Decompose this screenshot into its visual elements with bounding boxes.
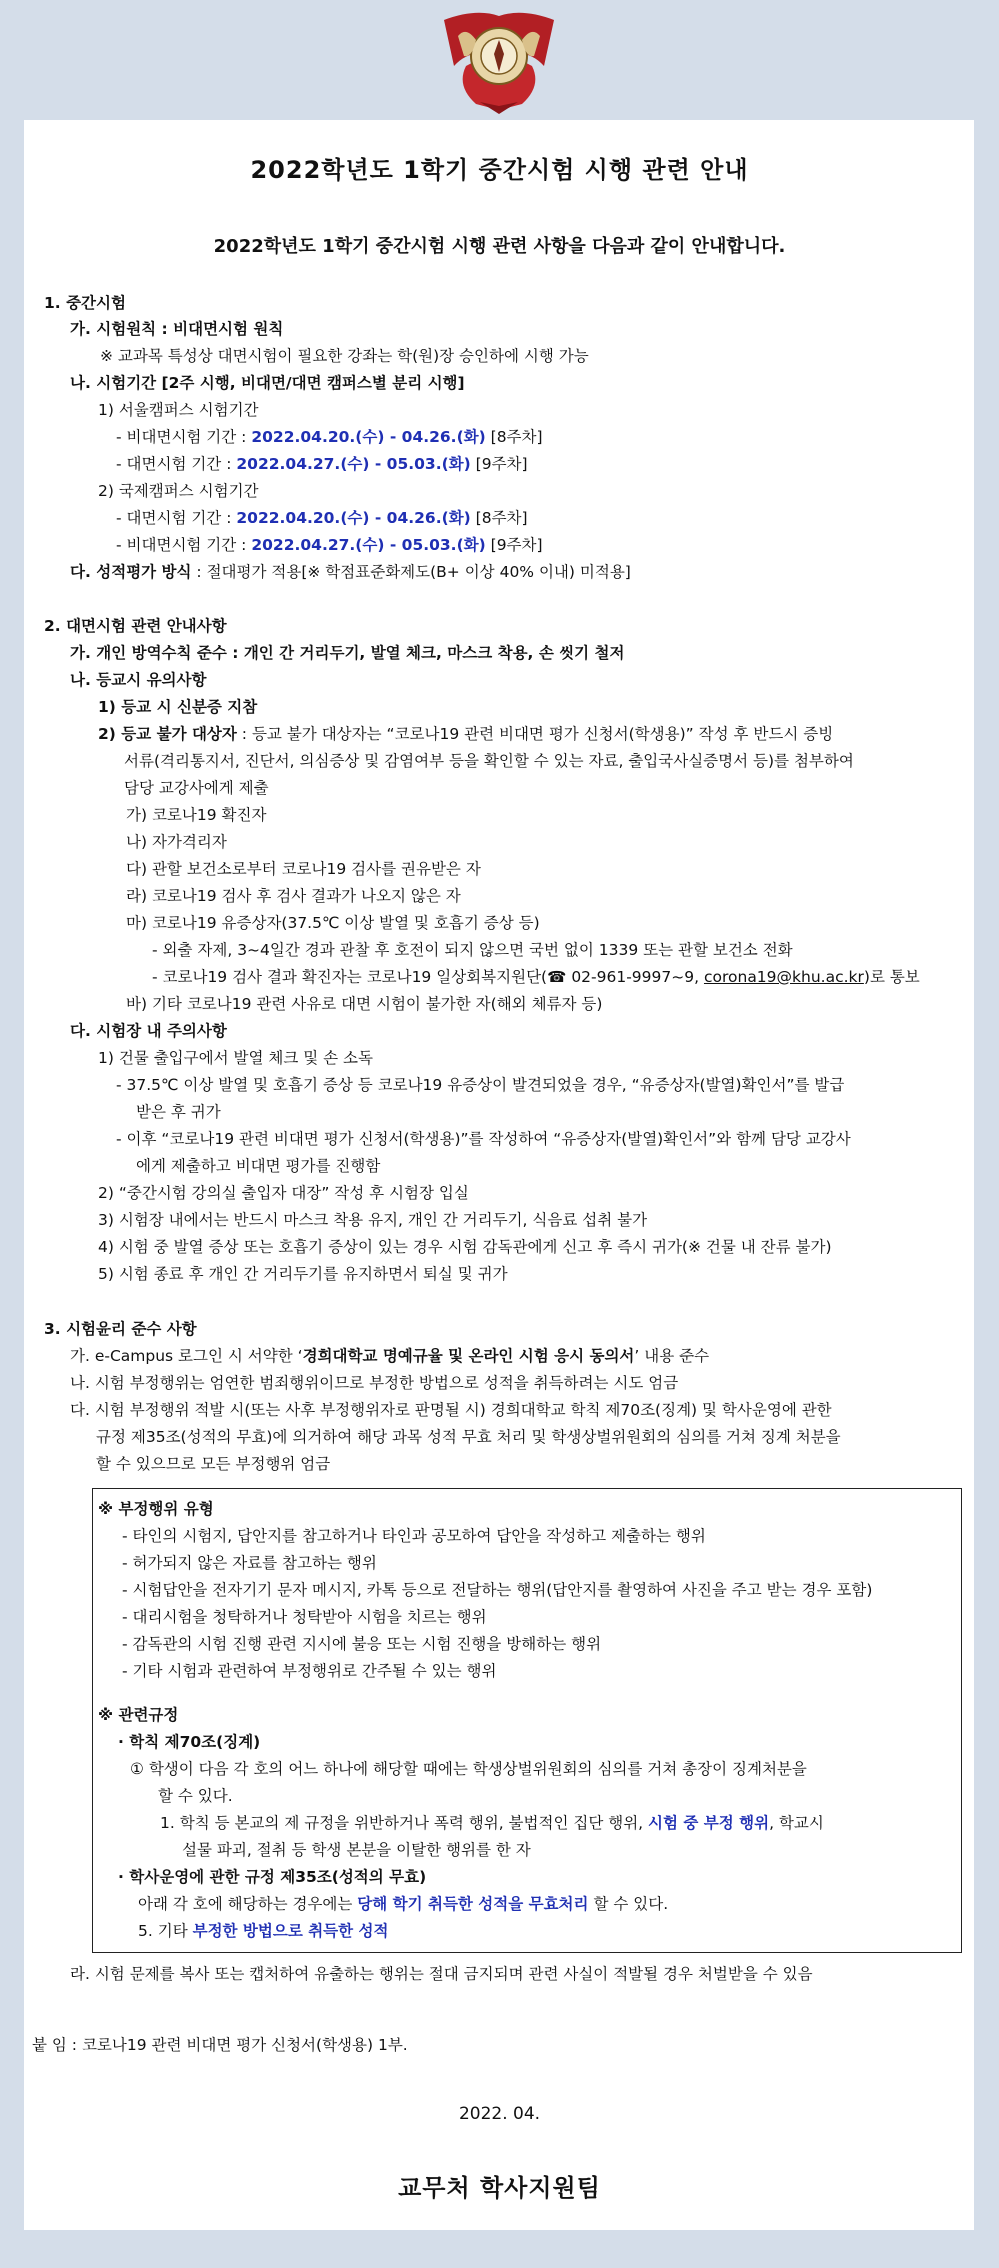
contact-email-link[interactable]: corona19@khu.ac.kr [703, 968, 864, 986]
s1-item-b: 나. 시험기간 [2주 시행, 비대면/대면 캠퍼스별 분리 시행] [70, 374, 465, 392]
s2-c1a-line1: - 37.5℃ 이상 발열 및 호흡기 증상 등 코로나19 유증상이 발견되었을 경우, “유증상자(발열)확인서”를 발급 [116, 1076, 845, 1094]
s3-item-c-line3: 할 수 있으므로 모든 부정행위 엄금 [96, 1455, 331, 1473]
box-reg-1b-line1: 1. 학칙 등 본교의 제 규정을 위반하거나 폭력 행위, 불법적인 집단 행위, 시험 중 부정 행위, 학교시 [160, 1814, 824, 1832]
s2-item-a: 가. 개인 방역수칙 준수 : 개인 간 거리두기, 발열 체크, 마스크 착용, 손 씻기 철저 [70, 644, 625, 662]
s2-na: 나) 자가격리자 [126, 833, 227, 851]
box-reg-2: · 학사운영에 관한 규정 제35조(성적의 무효) [118, 1868, 427, 1886]
s3-item-d: 라. 시험 문제를 복사 또는 캡처하여 유출하는 행위는 절대 금지되며 관련 사실이 적발될 경우 처벌받을 수 있음 [70, 1965, 813, 1983]
page-subtitle: 2022학년도 1학기 중간시험 시행 관련 사항을 다음과 같이 안내합니다. [213, 236, 786, 257]
box-item-4: - 대리시험을 청탁하거나 청탁받아 시험을 치르는 행위 [122, 1608, 487, 1626]
s2-ra: 라) 코로나19 검사 후 검사 결과가 나오지 않은 자 [126, 887, 461, 905]
s3-item-c-line2: 규정 제35조(성적의 무효)에 의거하여 해당 과목 성적 무효 처리 및 학생상벌위원회의 심의를 거쳐 징계 처분을 [96, 1428, 841, 1446]
s2-c2: 2) “중간시험 강의실 출입자 대장” 작성 후 시험장 입실 [98, 1184, 469, 1202]
box-item-1: - 타인의 시험지, 답안지를 참고하거나 타인과 공모하여 답안을 작성하고 제출하는 행위 [122, 1527, 706, 1545]
s2-c3: 3) 시험장 내에서는 반드시 마스크 착용 유지, 개인 간 거리두기, 식음료 섭취 불가 [98, 1211, 648, 1229]
s3-item-b: 나. 시험 부정행위는 엄연한 범죄행위이므로 부정한 방법으로 성적을 취득하려는 시도 엄금 [70, 1374, 679, 1392]
intl-period-1: - 대면시험 기간 : 2022.04.20.(수) - 04.26.(화) [8주차] [116, 509, 528, 527]
box-item-2: - 허가되지 않은 자료를 참고하는 행위 [122, 1554, 377, 1572]
issuing-office: 교무처 학사지원팀 [398, 2174, 601, 2202]
box-item-5: - 감독관의 시험 진행 관련 지시에 불응 또는 시험 진행을 방해하는 행위 [122, 1635, 602, 1653]
intl-period-2: - 비대면시험 기간 : 2022.04.27.(수) - 05.03.(화) [9주차] [116, 536, 543, 554]
section-1-heading: 1. 중간시험 [44, 294, 126, 312]
box-reg-1a-line2: 할 수 있다. [158, 1787, 233, 1805]
university-emblem [436, 6, 562, 116]
s2-c4: 4) 시험 중 발열 증상 또는 호흡기 증상이 있는 경우 시험 감독관에게 신고 후 즉시 귀가(※ 건물 내 잔류 불가) [98, 1238, 832, 1256]
s2-da: 다) 관할 보건소로부터 코로나19 검사를 권유받은 자 [126, 860, 481, 878]
s2-item-b: 나. 등교시 유의사항 [70, 671, 207, 689]
s2-c5: 5) 시험 종료 후 개인 간 거리두기를 유지하면서 퇴실 및 귀가 [98, 1265, 508, 1283]
s2-item-c: 다. 시험장 내 주의사항 [70, 1022, 227, 1040]
box-reg-2b: 5. 기타 부정한 방법으로 취득한 성적 [138, 1922, 389, 1940]
seoul-period-2: - 대면시험 기간 : 2022.04.27.(수) - 05.03.(화) [9주차] [116, 455, 528, 473]
document-date: 2022. 04. [458, 2104, 541, 2124]
box-reg-2a: 아래 각 호에 해당하는 경우에는 당해 학기 취득한 성적을 무효처리 할 수 있다. [138, 1895, 669, 1913]
seoul-campus-heading: 1) 서울캠퍼스 시험기간 [98, 401, 259, 419]
box-reg-1: · 학칙 제70조(징계) [118, 1733, 261, 1751]
section-3-heading: 3. 시험윤리 준수 사항 [44, 1320, 197, 1338]
intl-campus-heading: 2) 국제캠퍼스 시험기간 [98, 482, 259, 500]
box-item-3: - 시험답안을 전자기기 문자 메시지, 카톡 등으로 전달하는 행위(답안지를 촬영하여 사진을 주고 받는 경우 포함) [122, 1581, 873, 1599]
s2-b2-line2: 서류(격리통지서, 진단서, 의심증상 및 감염여부 등을 확인할 수 있는 자료, 출입국사실증명서 등)를 첨부하여 [124, 752, 854, 770]
s1-item-a-note: ※ 교과목 특성상 대면시험이 필요한 강좌는 학(원)장 승인하에 시행 가능 [100, 347, 589, 365]
s2-c1: 1) 건물 출입구에서 발열 체크 및 손 소독 [98, 1049, 373, 1067]
attachment-note: 붙 임 : 코로나19 관련 비대면 평가 신청서(학생용) 1부. [32, 2036, 408, 2054]
s2-b1: 1) 등교 시 신분증 지참 [98, 698, 258, 716]
s2-c1b-line1: - 이후 “코로나19 관련 비대면 평가 신청서(학생용)”를 작성하여 “유증상자(발열)확인서”와 함께 담당 교강사 [116, 1130, 851, 1148]
s2-b2-line1: 2) 등교 불가 대상자 : 등교 불가 대상자는 “코로나19 관련 비대면 평가 신청서(학생용)” 작성 후 반드시 증빙 [98, 725, 834, 743]
s2-b2-line3: 담당 교강사에게 제출 [124, 779, 269, 797]
s2-ma-1: - 외출 자제, 3~4일간 경과 관찰 후 호전이 되지 않으면 국번 없이 1339 또는 관할 보건소 전화 [152, 941, 793, 959]
box-misconduct-heading: ※ 부정행위 유형 [98, 1500, 214, 1518]
s2-ba: 바) 기타 코로나19 관련 사유로 대면 시험이 불가한 자(해외 체류자 등) [126, 995, 603, 1013]
box-reg-1a-line1: ① 학생이 다음 각 호의 어느 하나에 해당할 때에는 학생상벌위원회의 심의를 거쳐 총장이 징계처분을 [130, 1760, 807, 1778]
s3-item-c-line1: 다. 시험 부정행위 적발 시(또는 사후 부정행위자로 판명될 시) 경희대학교 학칙 제70조(징계) 및 학사운영에 관한 [70, 1401, 832, 1419]
s3-item-a: 가. e-Campus 로그인 시 서약한 ‘경희대학교 명예규율 및 온라인 시험 응시 동의서’ 내용 준수 [70, 1347, 710, 1365]
s1-item-c: 다. 성적평가 방식 : 절대평가 적용[※ 학점표준화제도(B+ 이상 40% 이내) 미적용] [70, 563, 631, 581]
page-title: 2022학년도 1학기 중간시험 시행 관련 안내 [250, 156, 749, 184]
s2-ma-2: - 코로나19 검사 결과 확진자는 코로나19 일상회복지원단(☎ 02-961-9997~9, corona19@khu.ac.kr)로 통보 [152, 968, 920, 986]
box-reg-1b-line2: 설물 파괴, 절취 등 학생 본분을 이탈한 행위를 한 자 [182, 1841, 531, 1859]
s2-c1a-line2: 받은 후 귀가 [136, 1103, 221, 1121]
s2-ga: 가) 코로나19 확진자 [126, 806, 267, 824]
seoul-period-1: - 비대면시험 기간 : 2022.04.20.(수) - 04.26.(화) [8주차] [116, 428, 543, 446]
s2-ma: 마) 코로나19 유증상자(37.5℃ 이상 발열 및 호흡기 증상 등) [126, 914, 540, 932]
s2-c1b-line2: 에게 제출하고 비대면 평가를 진행함 [136, 1157, 381, 1175]
box-item-6: - 기타 시험과 관련하여 부정행위로 간주될 수 있는 행위 [122, 1662, 497, 1680]
box-regulations-heading: ※ 관련규정 [98, 1706, 179, 1724]
section-2-heading: 2. 대면시험 관련 안내사항 [44, 617, 227, 635]
s1-item-a: 가. 시험원칙 : 비대면시험 원칙 [70, 320, 284, 338]
